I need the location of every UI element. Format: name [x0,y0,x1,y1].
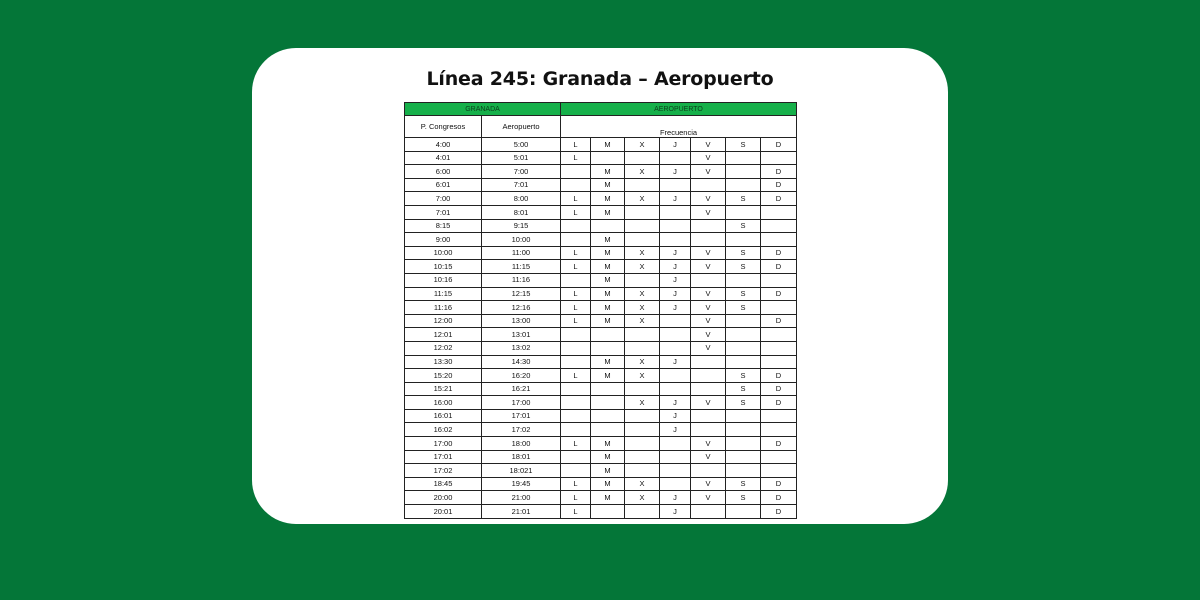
day-cell [691,409,726,423]
table-row [405,409,797,423]
arrival-time: 21:01 [482,505,561,519]
departure-time: 17:01 [405,450,482,464]
day-cell: X [625,246,660,260]
day-cell: S [726,491,761,505]
header-band [405,103,797,116]
day-cell: D [761,165,797,179]
arrival-time: 17:00 [482,396,561,410]
table-row [405,314,797,328]
day-cell [660,477,691,491]
day-cell [591,382,625,396]
departure-time: 15:20 [405,369,482,383]
day-cell: M [591,260,625,274]
day-cell: X [625,287,660,301]
day-cell [691,423,726,437]
departure-time: 16:01 [405,409,482,423]
day-cell: J [660,491,691,505]
day-cell [761,219,797,233]
day-cell: S [726,301,761,315]
departure-time: 12:01 [405,328,482,342]
arrival-time: 18:021 [482,464,561,478]
day-cell [561,355,591,369]
day-cell [726,423,761,437]
day-cell: J [660,260,691,274]
day-cell [726,165,761,179]
table-row [405,219,797,233]
table-row [405,382,797,396]
page-title: Línea 245: Granada – Aeropuerto [426,68,774,90]
table-row [405,437,797,451]
day-cell [625,437,660,451]
day-cell [625,450,660,464]
day-cell: M [591,178,625,192]
day-cell: S [726,396,761,410]
day-cell: V [691,328,726,342]
table-row [405,464,797,478]
table-row [405,301,797,315]
day-cell [691,355,726,369]
day-cell: V [691,477,726,491]
day-cell: J [660,355,691,369]
day-cell [761,409,797,423]
day-cell [660,233,691,247]
day-cell [625,409,660,423]
origin-column-header: P. Congresos [405,116,482,138]
arrival-time: 11:15 [482,260,561,274]
column-header-row [405,116,797,138]
day-cell [660,382,691,396]
day-cell: D [761,287,797,301]
day-cell [761,341,797,355]
departure-time: 13:30 [405,355,482,369]
table-row [405,178,797,192]
day-cell: V [691,138,726,152]
day-cell: M [591,233,625,247]
day-cell: X [625,138,660,152]
day-cell [761,355,797,369]
day-cell [561,341,591,355]
day-cell: M [591,477,625,491]
day-cell: S [726,246,761,260]
day-cell [726,233,761,247]
table-row [405,287,797,301]
day-cell [726,273,761,287]
day-cell [561,178,591,192]
day-cell: L [561,138,591,152]
day-cell [761,464,797,478]
day-cell [625,205,660,219]
arrival-time: 9:15 [482,219,561,233]
day-cell [625,328,660,342]
departure-time: 11:16 [405,301,482,315]
day-cell: L [561,205,591,219]
day-cell [691,178,726,192]
frequency-header: Frecuencia [561,116,797,138]
arrival-time: 21:00 [482,491,561,505]
day-cell: L [561,246,591,260]
table-row [405,369,797,383]
day-cell: M [591,464,625,478]
arrival-time: 18:00 [482,437,561,451]
day-cell: V [691,205,726,219]
departure-time: 16:00 [405,396,482,410]
day-cell: S [726,260,761,274]
day-cell [726,450,761,464]
departure-time: 8:15 [405,219,482,233]
day-cell: S [726,138,761,152]
day-cell [660,314,691,328]
table-row [405,273,797,287]
arrival-time: 13:00 [482,314,561,328]
destination-column-header: Aeropuerto [482,116,561,138]
departure-time: 10:16 [405,273,482,287]
day-cell [691,273,726,287]
day-cell [761,233,797,247]
day-cell: L [561,314,591,328]
day-cell: J [660,409,691,423]
day-cell: J [660,396,691,410]
day-cell [561,423,591,437]
day-cell: L [561,505,591,519]
departure-time: 20:01 [405,505,482,519]
day-cell [691,369,726,383]
departure-time: 17:00 [405,437,482,451]
day-cell: J [660,423,691,437]
arrival-time: 12:16 [482,301,561,315]
arrival-time: 17:02 [482,423,561,437]
table-row [405,423,797,437]
day-cell [561,409,591,423]
day-cell: J [660,273,691,287]
departure-time: 6:01 [405,178,482,192]
day-cell [591,328,625,342]
day-cell: D [761,246,797,260]
arrival-time: 13:02 [482,341,561,355]
departure-time: 18:45 [405,477,482,491]
day-cell [691,219,726,233]
day-cell: S [726,382,761,396]
departure-time: 15:21 [405,382,482,396]
day-cell [625,219,660,233]
day-cell [625,423,660,437]
table-row [405,151,797,165]
day-cell: D [761,192,797,206]
day-cell: M [591,246,625,260]
arrival-time: 7:01 [482,178,561,192]
day-cell [660,151,691,165]
day-cell: X [625,260,660,274]
day-cell [726,205,761,219]
day-cell: M [591,205,625,219]
day-cell: S [726,192,761,206]
day-cell [591,341,625,355]
departure-time: 16:02 [405,423,482,437]
schedule-table [404,102,797,519]
day-cell: L [561,437,591,451]
departure-time: 10:15 [405,260,482,274]
day-cell [691,382,726,396]
day-cell: J [660,287,691,301]
departure-time: 12:02 [405,341,482,355]
table-row [405,355,797,369]
day-cell: L [561,260,591,274]
arrival-time: 7:00 [482,165,561,179]
table-row [405,138,797,152]
day-cell: V [691,396,726,410]
day-cell [561,396,591,410]
departure-time: 6:00 [405,165,482,179]
day-cell [625,464,660,478]
day-cell [591,219,625,233]
day-cell: L [561,192,591,206]
table-row [405,205,797,219]
departure-time: 20:00 [405,491,482,505]
arrival-time: 5:01 [482,151,561,165]
day-cell [726,355,761,369]
day-cell [726,464,761,478]
departure-time: 12:00 [405,314,482,328]
day-cell [591,409,625,423]
day-cell: D [761,178,797,192]
table-row [405,477,797,491]
day-cell [561,450,591,464]
table-row [405,260,797,274]
day-cell [691,464,726,478]
day-cell [761,151,797,165]
arrival-time: 14:30 [482,355,561,369]
day-cell [561,233,591,247]
day-cell: D [761,369,797,383]
aeropuerto-header: AEROPUERTO [561,103,797,116]
day-cell: V [691,287,726,301]
day-cell: X [625,491,660,505]
schedule-body [405,138,797,519]
arrival-time: 19:45 [482,477,561,491]
departure-time: 7:00 [405,192,482,206]
day-cell [625,505,660,519]
day-cell: V [691,165,726,179]
departure-time: 11:15 [405,287,482,301]
day-cell: L [561,369,591,383]
day-cell: X [625,165,660,179]
table-row [405,341,797,355]
day-cell: M [591,273,625,287]
arrival-time: 18:01 [482,450,561,464]
day-cell: S [726,369,761,383]
day-cell: X [625,369,660,383]
day-cell: X [625,192,660,206]
day-cell [761,423,797,437]
day-cell: D [761,314,797,328]
day-cell [660,178,691,192]
day-cell: V [691,260,726,274]
day-cell: V [691,491,726,505]
day-cell [726,178,761,192]
day-cell [625,151,660,165]
departure-time: 9:00 [405,233,482,247]
day-cell: M [591,287,625,301]
day-cell: X [625,477,660,491]
day-cell: M [591,450,625,464]
day-cell: M [591,314,625,328]
day-cell: M [591,301,625,315]
day-cell: L [561,477,591,491]
day-cell: V [691,151,726,165]
day-cell: L [561,301,591,315]
table-row [405,328,797,342]
day-cell: D [761,138,797,152]
day-cell: V [691,192,726,206]
departure-time: 17:02 [405,464,482,478]
day-cell [625,233,660,247]
day-cell: J [660,138,691,152]
day-cell [561,219,591,233]
table-row [405,165,797,179]
day-cell [591,505,625,519]
day-cell [726,151,761,165]
day-cell: M [591,192,625,206]
arrival-time: 10:00 [482,233,561,247]
day-cell: X [625,314,660,328]
day-cell: J [660,505,691,519]
day-cell [660,328,691,342]
day-cell: M [591,491,625,505]
day-cell [660,341,691,355]
day-cell [726,314,761,328]
day-cell [591,151,625,165]
day-cell: S [726,287,761,301]
day-cell: D [761,491,797,505]
day-cell [561,464,591,478]
table-row [405,396,797,410]
arrival-time: 5:00 [482,138,561,152]
day-cell: M [591,437,625,451]
day-cell: M [591,355,625,369]
departure-time: 4:00 [405,138,482,152]
day-cell: J [660,301,691,315]
day-cell: D [761,505,797,519]
day-cell [761,273,797,287]
day-cell: J [660,192,691,206]
day-cell: V [691,341,726,355]
arrival-time: 16:21 [482,382,561,396]
day-cell [561,273,591,287]
day-cell [761,450,797,464]
day-cell: V [691,437,726,451]
day-cell [726,341,761,355]
day-cell [660,205,691,219]
day-cell [726,505,761,519]
day-cell [761,301,797,315]
day-cell: M [591,165,625,179]
day-cell [561,328,591,342]
departure-time: 7:01 [405,205,482,219]
arrival-time: 8:01 [482,205,561,219]
day-cell: D [761,437,797,451]
departure-time: 4:01 [405,151,482,165]
arrival-time: 11:00 [482,246,561,260]
departure-time: 10:00 [405,246,482,260]
day-cell: V [691,301,726,315]
day-cell [660,437,691,451]
arrival-time: 17:01 [482,409,561,423]
day-cell [625,178,660,192]
day-cell: V [691,246,726,260]
day-cell: D [761,396,797,410]
table-row [405,505,797,519]
day-cell: M [591,369,625,383]
day-cell [625,341,660,355]
arrival-time: 13:01 [482,328,561,342]
day-cell: V [691,450,726,464]
day-cell [660,450,691,464]
day-cell [561,165,591,179]
arrival-time: 16:20 [482,369,561,383]
day-cell: X [625,396,660,410]
day-cell: M [591,138,625,152]
day-cell [660,369,691,383]
arrival-time: 12:15 [482,287,561,301]
day-cell: X [625,301,660,315]
table-row [405,246,797,260]
table-row [405,450,797,464]
day-cell: L [561,287,591,301]
day-cell: L [561,491,591,505]
day-cell [726,328,761,342]
day-cell: S [726,477,761,491]
day-cell: X [625,355,660,369]
arrival-time: 8:00 [482,192,561,206]
day-cell [625,382,660,396]
table-row [405,491,797,505]
day-cell [726,409,761,423]
day-cell [761,328,797,342]
day-cell: L [561,151,591,165]
day-cell: V [691,314,726,328]
day-cell [625,273,660,287]
day-cell [691,233,726,247]
day-cell: J [660,165,691,179]
day-cell: S [726,219,761,233]
day-cell [591,396,625,410]
day-cell: D [761,382,797,396]
table-row [405,192,797,206]
day-cell [561,382,591,396]
day-cell: D [761,477,797,491]
arrival-time: 11:16 [482,273,561,287]
day-cell [591,423,625,437]
granada-header: GRANADA [405,103,561,116]
day-cell [761,205,797,219]
day-cell [691,505,726,519]
day-cell [726,437,761,451]
day-cell: J [660,246,691,260]
day-cell [660,219,691,233]
table-row [405,233,797,247]
day-cell [660,464,691,478]
day-cell: D [761,260,797,274]
